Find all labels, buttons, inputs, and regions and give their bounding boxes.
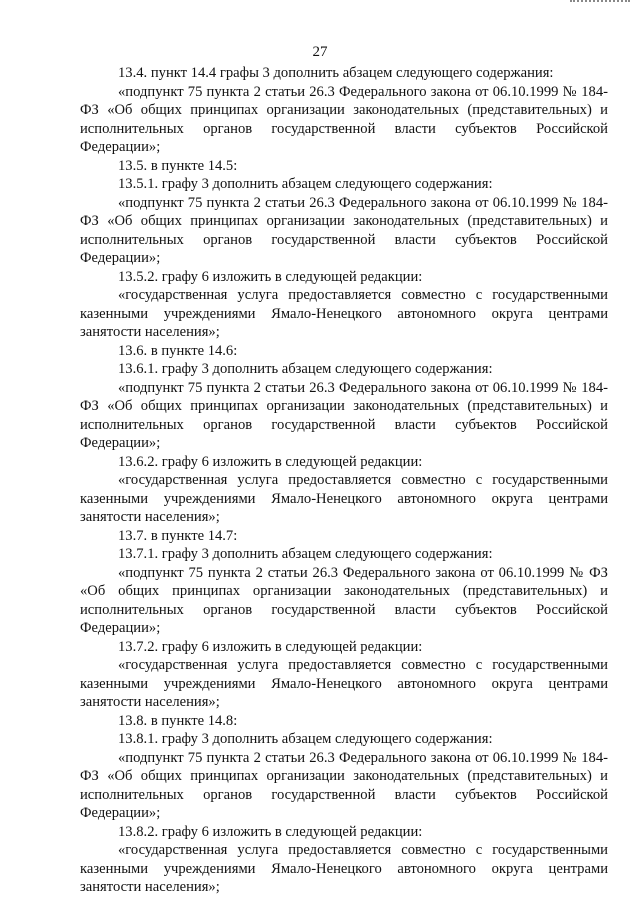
paragraph-13-8-2: 13.8.2. графу 6 изложить в следующей редакции:	[118, 823, 423, 840]
paragraph-quote: «государственная услуга предоставляется совместно с государственными казенными учреждениями Ямало-Ненецкого автономного округа центрами занятости населения»;	[80, 657, 608, 710]
paragraph-13-7-2: 13.7.2. графу 6 изложить в следующей редакции:	[118, 638, 423, 655]
paragraph-13-8: 13.8. в пункте 14.8:	[118, 712, 238, 729]
paragraph-13-6-2: 13.6.2. графу 6 изложить в следующей редакции:	[118, 453, 423, 470]
paragraph-quote: «подпункт 75 пункта 2 статьи 26.3 Федерального закона от 06.10.1999 № ФЗ «Об общих принципах организации законодательных (представительных) и исполнительных органов государственной власти субъектов Российской Федерации»;	[80, 564, 608, 636]
paragraph-quote: «подпункт 75 пункта 2 статьи 26.3 Федерального закона от 06.10.1999 № 184-ФЗ «Об общих принципах организации законодательных (представительных) и исполнительных органов государственной власти субъектов Российской Федерации»;	[80, 83, 608, 155]
paragraph-quote: «государственная услуга предоставляется совместно с государственными казенными учреждениями Ямало-Ненецкого автономного округа центрами занятости населения»;	[80, 472, 608, 525]
paragraph-13-5-2: 13.5.2. графу 6 изложить в следующей редакции:	[118, 268, 423, 285]
paragraph-quote: «государственная услуга предоставляется совместно с государственными казенными учреждениями Ямало-Ненецкого автономного округа центрами занятости населения»;	[80, 842, 608, 895]
paragraph-quote: «подпункт 75 пункта 2 статьи 26.3 Федерального закона от 06.10.1999 № 184-ФЗ «Об общих принципах организации законодательных (представительных) и исполнительных органов государственной власти субъектов Российской Федерации»;	[80, 194, 608, 266]
paragraph-13-7: 13.7. в пункте 14.7:	[118, 527, 238, 544]
document-body	[80, 64, 608, 897]
scan-corner-mark	[570, 0, 630, 4]
paragraph-quote: «подпункт 75 пункта 2 статьи 26.3 Федерального закона от 06.10.1999 № 184-ФЗ «Об общих принципах организации законодательных (представительных) и исполнительных органов государственной власти субъектов Российской Федерации»;	[80, 749, 608, 821]
paragraph-13-6: 13.6. в пункте 14.6:	[118, 342, 238, 359]
paragraph-13-6-1: 13.6.1. графу 3 дополнить абзацем следующего содержания:	[118, 361, 493, 377]
page-number: 27	[312, 44, 328, 60]
paragraph-13-4: 13.4. пункт 14.4 графы 3 дополнить абзацем следующего содержания:	[118, 65, 554, 81]
paragraph-13-5: 13.5. в пункте 14.5:	[118, 157, 238, 174]
paragraph-13-8-1: 13.8.1. графу 3 дополнить абзацем следующего содержания:	[118, 731, 493, 747]
paragraph-13-7-1: 13.7.1. графу 3 дополнить абзацем следующего содержания:	[118, 546, 493, 562]
paragraph-13-5-1: 13.5.1. графу 3 дополнить абзацем следующего содержания:	[118, 176, 493, 192]
paragraph-quote: «государственная услуга предоставляется совместно с государственными казенными учреждениями Ямало-Ненецкого автономного округа центрами занятости населения»;	[80, 287, 608, 340]
paragraph-quote: «подпункт 75 пункта 2 статьи 26.3 Федерального закона от 06.10.1999 № 184-ФЗ «Об общих принципах организации законодательных (представительных) и исполнительных органов государственной власти субъектов Российской Федерации»;	[80, 379, 608, 451]
